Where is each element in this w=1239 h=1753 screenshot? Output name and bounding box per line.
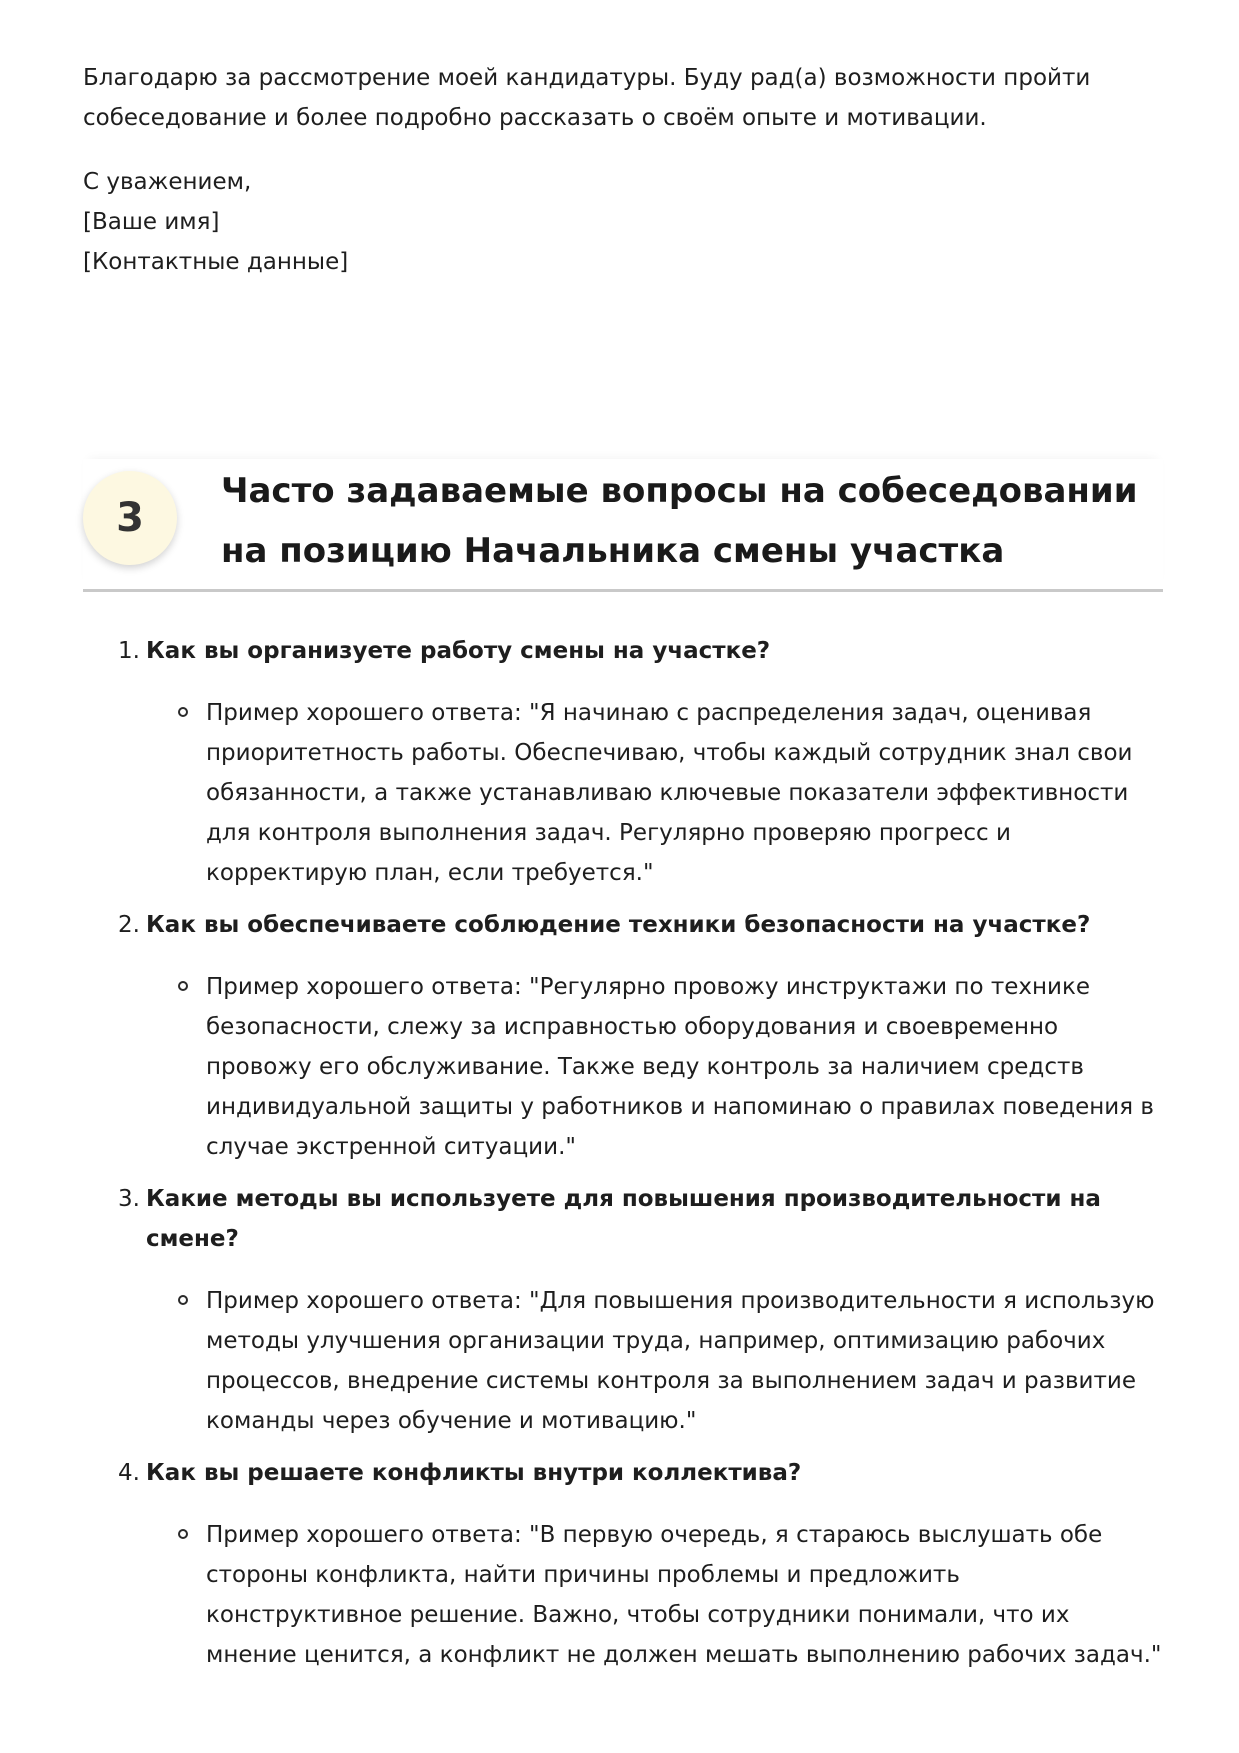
question-number: 4.	[118, 1460, 140, 1486]
section-number-badge: 3	[83, 471, 177, 565]
circle-bullet-icon	[178, 707, 188, 717]
question	[118, 1179, 1163, 1259]
contacts-placeholder: [Контактные данные]	[83, 249, 349, 275]
answer-text: Пример хорошего ответа: "Я начинаю с распределения задач, оценивая приоритетность работы. Обеспечиваю, чтобы каждый сотрудник знал свои обязанности, а также устанавливаю ключевые показатели эффективности для контроля выполнения задач. Регулярно проверяю прогресс и корректирую план, если требуется."	[206, 700, 1133, 886]
answer	[178, 1281, 1163, 1441]
circle-bullet-icon	[178, 1295, 188, 1305]
question-text: Какие методы вы используете для повышения производительности на смене?	[146, 1186, 1101, 1252]
question-number: 1.	[118, 638, 140, 664]
question-text: Как вы организуете работу смены на участке?	[146, 638, 771, 664]
answer	[178, 693, 1163, 893]
question	[118, 1453, 1163, 1493]
closing-phrase: С уважением,	[83, 169, 252, 195]
question-item	[118, 631, 1163, 893]
section-title: Часто задаваемые вопросы на собеседовании на позицию Начальника смены участка	[221, 471, 1138, 571]
circle-bullet-icon	[178, 981, 188, 991]
answer	[178, 1515, 1163, 1675]
signature-block	[83, 162, 1163, 282]
answer-text: Пример хорошего ответа: "Для повышения производительности я использую методы улучшения организации труда, например, оптимизацию рабочих процессов, внедрение системы контроля за выполнением задач и развитие команды через обучение и мотивацию."	[206, 1288, 1155, 1434]
answer-text: Пример хорошего ответа: "В первую очередь, я стараюсь выслушать обе стороны конфликта, найти причины проблемы и предложить конструктивное решение. Важно, чтобы сотрудники понимали, что их мнение ценится, а конфликт не должен мешать выполнению рабочих задач."	[206, 1522, 1162, 1668]
closing-paragraph: Благодарю за рассмотрение моей кандидатуры. Буду рад(а) возможности пройти собеседование и более подробно рассказать о своём опыте и мотивации.	[83, 65, 1091, 131]
name-placeholder: [Ваше имя]	[83, 209, 220, 235]
question-text: Как вы обеспечиваете соблюдение техники безопасности на участке?	[146, 912, 1091, 938]
answer	[178, 967, 1163, 1167]
question-number: 2.	[118, 912, 140, 938]
question-text: Как вы решаете конфликты внутри коллектива?	[146, 1460, 802, 1486]
question-item	[118, 1179, 1163, 1441]
question	[118, 631, 1163, 671]
question-item	[118, 1453, 1163, 1675]
question-number: 3.	[118, 1186, 140, 1212]
circle-bullet-icon	[178, 1529, 188, 1539]
answer-text: Пример хорошего ответа: "Регулярно провожу инструктажи по технике безопасности, слежу за исправностью оборудования и своевременно провожу его обслуживание. Также веду контроль за наличием средств индивидуальной защиты у работников и напоминаю о правилах поведения в случае экстренной ситуации."	[206, 974, 1154, 1160]
section-header	[83, 459, 1163, 592]
question-item	[118, 905, 1163, 1167]
question-list	[118, 631, 1163, 1687]
question	[118, 905, 1163, 945]
letter-ending	[83, 58, 1163, 282]
